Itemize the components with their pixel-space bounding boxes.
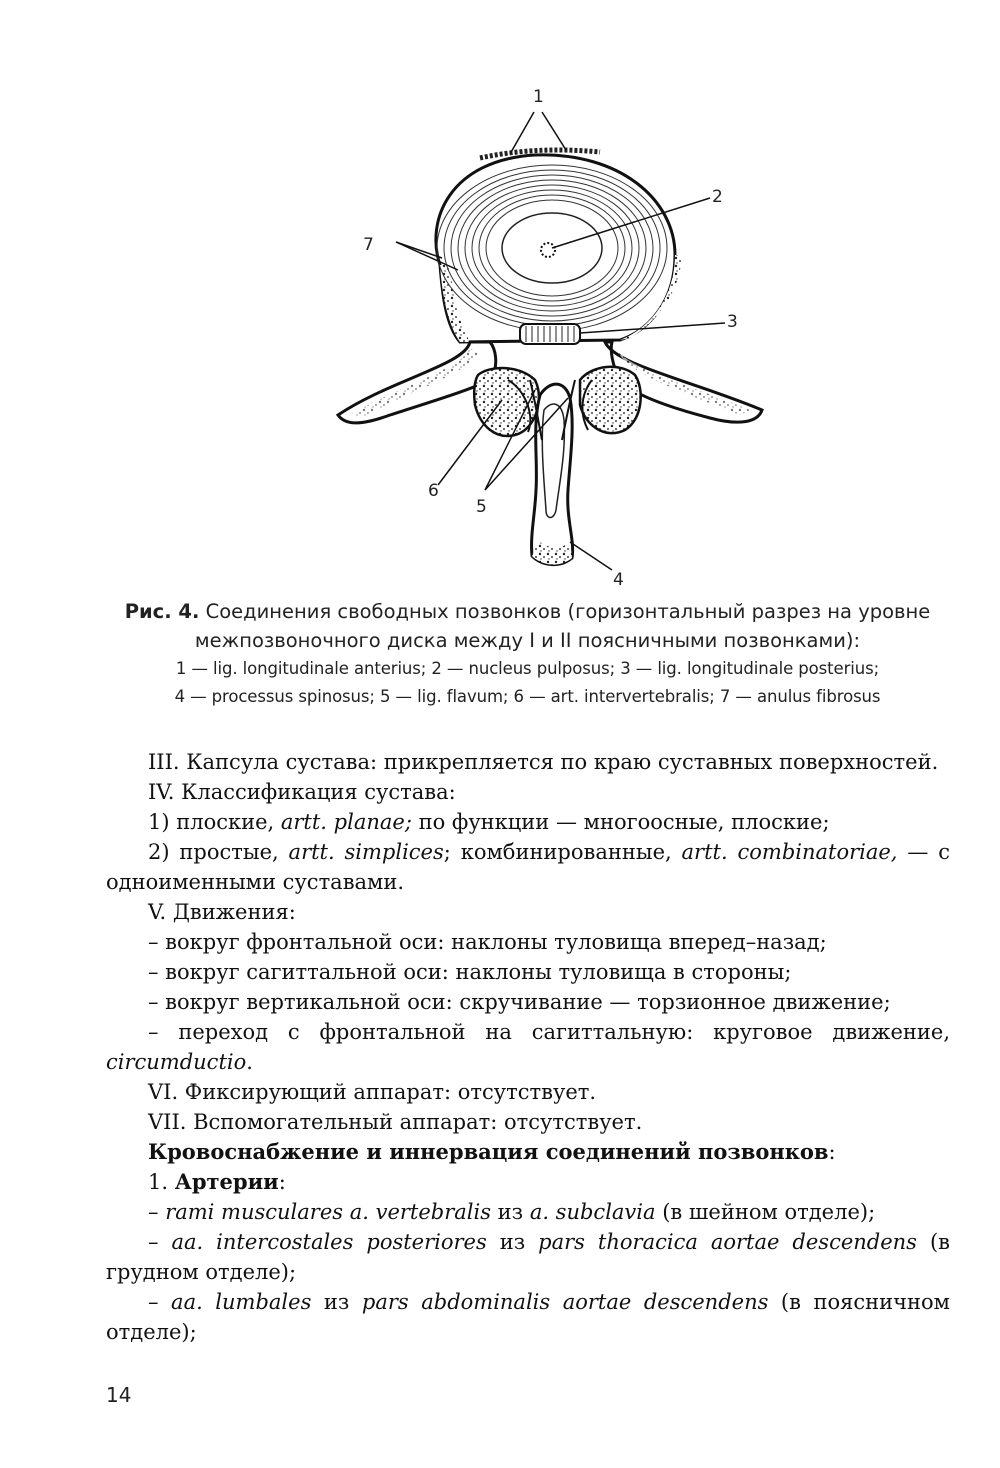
paragraph: IV. Классификация сустава:	[148, 780, 456, 804]
caption-title-1: Соединения свободных позвонков (горизонтальный разрез на уровне	[205, 600, 931, 623]
caption-legend-2: 4 — processus spinosus; 5 — lig. flavum; 6 — art. intervertebralis; 7 — anulus fibrosus	[174, 687, 881, 706]
spinous-process	[532, 384, 573, 564]
caption-legend-1: 1 — lig. longitudinale anterius; 2 — nucleus pulposus; 3 — lig. longitudinale posterius;	[175, 659, 880, 678]
paragraph: VII. Вспомогательный аппарат: отсутствует.	[148, 1110, 643, 1134]
figure-caption	[100, 597, 955, 711]
paragraph: – вокруг фронтальной оси: наклоны туловища вперед–назад;	[148, 930, 827, 954]
label-2: 2	[712, 187, 723, 207]
vertebra-section-figure	[330, 80, 770, 595]
page-number: 14	[106, 1383, 132, 1407]
paragraph: V. Движения:	[148, 900, 296, 924]
label-3: 3	[727, 312, 738, 332]
paragraph: 1) плоские, artt. planae; по функции — многоосные, плоские;	[148, 810, 830, 834]
right-articular-process	[580, 367, 641, 433]
paragraph: 2) простые, artt. simplices; комбинированные, artt. combinatoriae, — с одноименными суставами.	[106, 840, 950, 894]
label-6: 6	[428, 481, 439, 501]
paragraph: – вокруг вертикальной оси: скручивание — торзионное движение;	[148, 990, 891, 1014]
section-heading: Кровоснабжение и иннервация соединений позвонков:	[148, 1139, 836, 1164]
label-7: 7	[363, 235, 374, 255]
label-1: 1	[533, 87, 544, 107]
paragraph: – aa. lumbales из pars abdominalis aortae descendens (в поясничном отделе);	[106, 1290, 950, 1344]
figure-label: Рис. 4.	[124, 600, 200, 623]
paragraph: 1. Артерии:	[148, 1169, 286, 1194]
vertebra-illustration	[330, 80, 770, 595]
label-4: 4	[613, 570, 624, 590]
paragraph: – rami musculares a. vertebralis из a. subclavia (в шейном отделе);	[148, 1200, 876, 1224]
body-text	[106, 747, 950, 1347]
caption-title-2: межпозвоночного диска между I и II поясничными позвонками):	[194, 629, 861, 652]
paragraph: VI. Фиксирующий аппарат: отсутствует.	[148, 1080, 597, 1104]
paragraph: – переход с фронтальной на сагиттальную: круговое движение, circumductio.	[106, 1020, 950, 1074]
label-5: 5	[476, 497, 487, 517]
paragraph: – aa. intercostales posteriores из pars thoracica aortae descendens (в грудном отделе);	[106, 1230, 950, 1284]
paragraph: – вокруг сагиттальной оси: наклоны туловища в стороны;	[148, 960, 792, 984]
paragraph: III. Капсула сустава: прикрепляется по краю суставных поверхностей.	[148, 750, 939, 774]
